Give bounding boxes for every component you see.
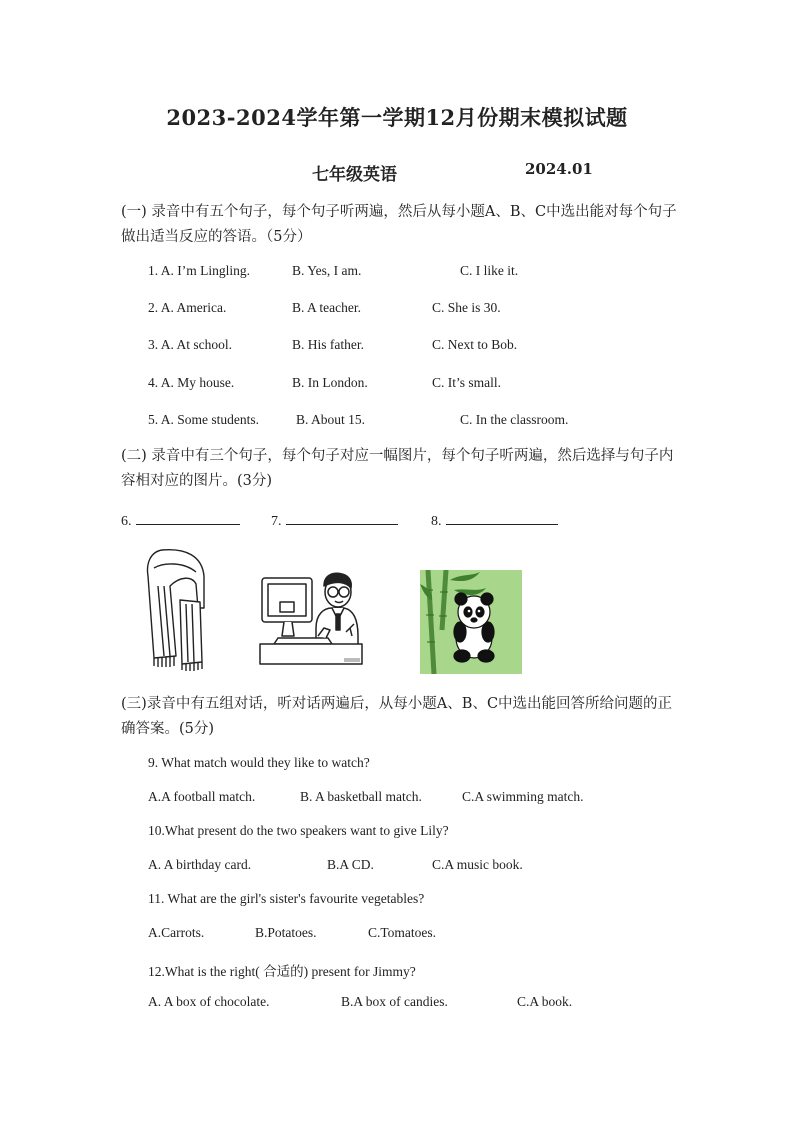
q12-option-a: A. A box of chocolate.	[148, 994, 270, 1009]
q3-option-c: C. Next to Bob.	[432, 337, 518, 352]
q1-option-c: C. I like it.	[460, 263, 519, 278]
answer-line	[446, 510, 558, 525]
blank-number: 6.	[121, 514, 132, 529]
q1-option-a: 1. A. I’m Lingling.	[148, 263, 250, 278]
q11-option-c: C.Tomatoes.	[368, 925, 437, 940]
q9-option-a: A.A football match.	[148, 789, 256, 804]
q4-option-c: C. It’s small.	[432, 375, 502, 390]
q9-question: 9. What match would they like to watch?	[148, 755, 370, 770]
q5-option-b: B. About 15.	[296, 412, 366, 427]
q4-option-a: 4. A. My house.	[148, 375, 235, 390]
panda-bamboo-picture	[420, 570, 522, 674]
answer-line	[136, 510, 240, 525]
answer-blank-6[interactable]	[121, 510, 240, 530]
section1-instruction: (一) 录音中有五个句子，每个句子听两遍，然后从每小题A、B、C中选出能对每个句子做出适当反应的答语。（5分）	[121, 204, 677, 245]
q5-option-a: 5. A. Some students.	[148, 412, 260, 427]
scarf-picture	[140, 546, 212, 672]
answer-blank-8[interactable]	[431, 510, 558, 530]
man-at-computer-picture	[258, 566, 364, 668]
answer-line	[286, 510, 398, 525]
q2-option-c: C. She is 30.	[432, 300, 501, 315]
answer-blank-7[interactable]	[271, 510, 398, 530]
q11-option-a: A.Carrots.	[148, 925, 205, 940]
q9-option-c: C.A swimming match.	[462, 789, 584, 804]
subject-title: 七年级英语	[312, 165, 397, 185]
blank-number: 8.	[431, 514, 442, 529]
q12-question: 12.What is the right( 合适的) present for Jimmy?	[148, 964, 416, 979]
q10-question: 10.What present do the two speakers want to give Lily?	[148, 823, 449, 838]
q12-option-b: B.A box of candies.	[341, 994, 448, 1009]
watermark-strip	[344, 658, 360, 662]
exam-date: 2024.01	[525, 160, 593, 178]
q3-option-b: B. His father.	[292, 337, 364, 352]
q1-option-b: B. Yes, I am.	[292, 263, 362, 278]
q12-option-c: C.A book.	[517, 994, 573, 1009]
q11-option-b: B.Potatoes.	[255, 925, 317, 940]
section3-instruction: (三)录音中有五组对话，听对话两遍后，从每小题A、B、C中选出能回答所给问题的正确答案。(5分)	[121, 696, 673, 737]
q2-option-a: 2. A. America.	[148, 300, 227, 315]
q10-option-b: B.A CD.	[327, 857, 374, 872]
q2-option-b: B. A teacher.	[292, 300, 361, 315]
section2-instruction: (二) 录音中有三个句子，每个句子对应一幅图片，每个句子听两遍，然后选择与句子内容相对应的图片。(3分)	[121, 448, 674, 489]
q5-option-c: C. In the classroom.	[460, 412, 569, 427]
blank-number: 7.	[271, 514, 282, 529]
q11-question: 11. What are the girl's sister's favourite vegetables?	[148, 891, 425, 906]
q10-option-c: C.A music book.	[432, 857, 523, 872]
page-title: 2023-2024学年第一学期12月份期末模拟试题	[166, 105, 628, 130]
q10-option-a: A. A birthday card.	[148, 857, 252, 872]
q9-option-b: B. A basketball match.	[300, 789, 422, 804]
q4-option-b: B. In London.	[292, 375, 368, 390]
q3-option-a: 3. A. At school.	[148, 337, 233, 352]
